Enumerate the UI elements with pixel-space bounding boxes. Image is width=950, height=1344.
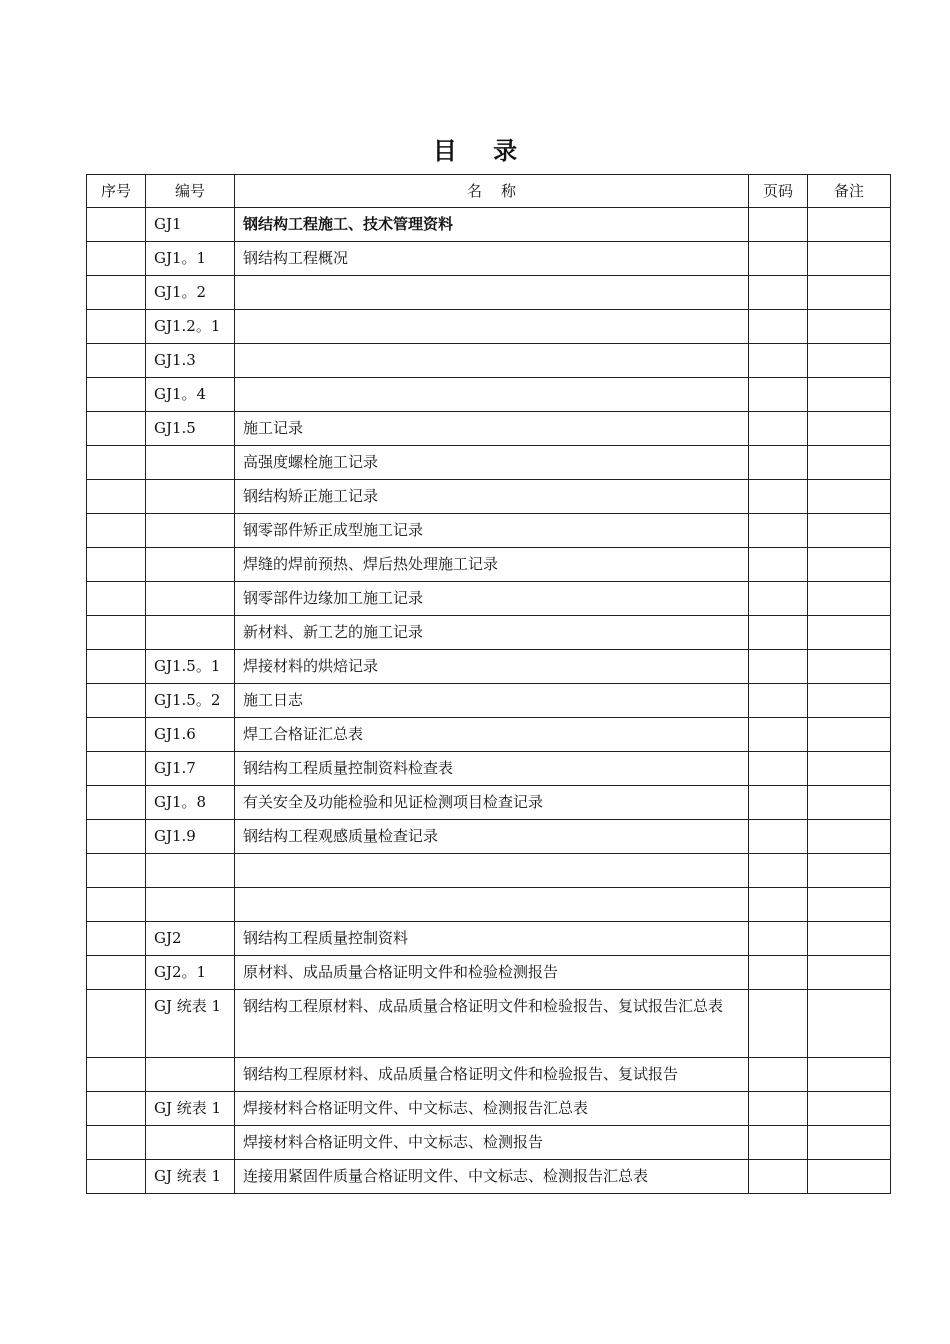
cell-name [235, 344, 749, 378]
table-row [87, 446, 891, 480]
cell-note [808, 888, 891, 922]
cell-name: 连接用紧固件质量合格证明文件、中文标志、检测报告汇总表 [235, 1160, 749, 1194]
header-note: 备注 [808, 175, 891, 208]
cell-seq [87, 242, 146, 276]
cell-name: 钢结构工程观感质量检查记录 [235, 820, 749, 854]
cell-code [146, 446, 235, 480]
cell-note [808, 480, 891, 514]
cell-note [808, 208, 891, 242]
table-row [87, 1058, 891, 1092]
cell-name: 焊接材料的烘焙记录 [235, 650, 749, 684]
table-row [87, 208, 891, 242]
cell-name: 钢结构工程施工、技术管理资料 [235, 208, 749, 242]
cell-seq [87, 378, 146, 412]
cell-page [749, 480, 808, 514]
cell-seq [87, 412, 146, 446]
cell-name: 新材料、新工艺的施工记录 [235, 616, 749, 650]
cell-name [235, 888, 749, 922]
cell-note [808, 616, 891, 650]
cell-code [146, 548, 235, 582]
cell-code: GJ1.2。1 [146, 310, 235, 344]
cell-page [749, 616, 808, 650]
cell-code [146, 888, 235, 922]
header-seq: 序号 [87, 175, 146, 208]
cell-name: 钢结构工程原材料、成品质量合格证明文件和检验报告、复试报告 [235, 1058, 749, 1092]
cell-seq [87, 616, 146, 650]
cell-code: GJ1.7 [146, 752, 235, 786]
cell-page [749, 650, 808, 684]
cell-note [808, 310, 891, 344]
cell-name [235, 310, 749, 344]
cell-note [808, 684, 891, 718]
cell-seq [87, 582, 146, 616]
cell-name [235, 378, 749, 412]
cell-seq [87, 310, 146, 344]
cell-code: GJ1.6 [146, 718, 235, 752]
cell-note [808, 786, 891, 820]
cell-code: GJ 统表 1 [146, 1092, 235, 1126]
cell-name: 施工日志 [235, 684, 749, 718]
cell-code [146, 1058, 235, 1092]
cell-page [749, 378, 808, 412]
cell-note [808, 276, 891, 310]
cell-note [808, 990, 891, 1058]
cell-note [808, 1092, 891, 1126]
cell-note [808, 242, 891, 276]
table-row [87, 922, 891, 956]
cell-seq [87, 922, 146, 956]
cell-note [808, 378, 891, 412]
cell-seq [87, 446, 146, 480]
cell-page [749, 310, 808, 344]
cell-name [235, 854, 749, 888]
cell-seq [87, 650, 146, 684]
cell-code: GJ2。1 [146, 956, 235, 990]
table-row [87, 820, 891, 854]
table-row [87, 684, 891, 718]
table-row [87, 650, 891, 684]
cell-code [146, 514, 235, 548]
cell-name: 有关安全及功能检验和见证检测项目检查记录 [235, 786, 749, 820]
cell-note [808, 1058, 891, 1092]
cell-note [808, 1160, 891, 1194]
cell-page [749, 684, 808, 718]
cell-name: 焊缝的焊前预热、焊后热处理施工记录 [235, 548, 749, 582]
cell-note [808, 854, 891, 888]
cell-note [808, 582, 891, 616]
cell-code [146, 480, 235, 514]
cell-page [749, 922, 808, 956]
table-row [87, 718, 891, 752]
cell-page [749, 1058, 808, 1092]
cell-name: 焊工合格证汇总表 [235, 718, 749, 752]
table-row [87, 854, 891, 888]
cell-note [808, 922, 891, 956]
cell-seq [87, 956, 146, 990]
table-row [87, 1092, 891, 1126]
cell-code: GJ1。8 [146, 786, 235, 820]
cell-page [749, 1160, 808, 1194]
cell-seq [87, 344, 146, 378]
table-row [87, 752, 891, 786]
cell-note [808, 344, 891, 378]
cell-code: GJ1.5 [146, 412, 235, 446]
header-page: 页码 [749, 175, 808, 208]
cell-page [749, 786, 808, 820]
cell-name: 施工记录 [235, 412, 749, 446]
cell-page [749, 582, 808, 616]
table-row [87, 480, 891, 514]
cell-name: 钢结构矫正施工记录 [235, 480, 749, 514]
cell-page [749, 752, 808, 786]
cell-note [808, 1126, 891, 1160]
cell-code: GJ1。4 [146, 378, 235, 412]
cell-code: GJ1 [146, 208, 235, 242]
cell-page [749, 412, 808, 446]
table-row [87, 276, 891, 310]
header-code: 编号 [146, 175, 235, 208]
cell-seq [87, 208, 146, 242]
table-row [87, 786, 891, 820]
table-row [87, 616, 891, 650]
cell-page [749, 276, 808, 310]
cell-name: 原材料、成品质量合格证明文件和检验检测报告 [235, 956, 749, 990]
cell-name: 钢结构工程质量控制资料 [235, 922, 749, 956]
cell-code: GJ2 [146, 922, 235, 956]
table-row [87, 888, 891, 922]
table-row [87, 514, 891, 548]
table-row [87, 378, 891, 412]
cell-code: GJ1.3 [146, 344, 235, 378]
cell-code: GJ1。1 [146, 242, 235, 276]
cell-page [749, 514, 808, 548]
cell-note [808, 650, 891, 684]
table-row [87, 310, 891, 344]
cell-code: GJ1.9 [146, 820, 235, 854]
cell-name: 焊接材料合格证明文件、中文标志、检测报告汇总表 [235, 1092, 749, 1126]
table-row [87, 548, 891, 582]
cell-name: 钢零部件边缘加工施工记录 [235, 582, 749, 616]
cell-note [808, 548, 891, 582]
cell-name: 高强度螺栓施工记录 [235, 446, 749, 480]
cell-code: GJ 统表 1 [146, 990, 235, 1058]
cell-seq [87, 548, 146, 582]
cell-seq [87, 786, 146, 820]
table-row [87, 956, 891, 990]
cell-seq [87, 718, 146, 752]
table-row [87, 990, 891, 1058]
cell-seq [87, 1058, 146, 1092]
cell-note [808, 412, 891, 446]
cell-seq [87, 854, 146, 888]
cell-note [808, 718, 891, 752]
cell-page [749, 1092, 808, 1126]
cell-note [808, 956, 891, 990]
toc-body [87, 208, 891, 1194]
page-title: 目 录 [432, 136, 532, 165]
cell-page [749, 888, 808, 922]
cell-page [749, 718, 808, 752]
table-row [87, 582, 891, 616]
cell-seq [87, 480, 146, 514]
cell-page [749, 820, 808, 854]
cell-name: 钢零部件矫正成型施工记录 [235, 514, 749, 548]
cell-name: 焊接材料合格证明文件、中文标志、检测报告 [235, 1126, 749, 1160]
cell-seq [87, 888, 146, 922]
cell-code: GJ 统表 1 [146, 1160, 235, 1194]
cell-seq [87, 752, 146, 786]
cell-note [808, 820, 891, 854]
cell-code [146, 1126, 235, 1160]
cell-page [749, 208, 808, 242]
cell-page [749, 990, 808, 1058]
cell-code: GJ1.5。1 [146, 650, 235, 684]
cell-name: 钢结构工程概况 [235, 242, 749, 276]
cell-seq [87, 514, 146, 548]
cell-page [749, 1126, 808, 1160]
table-row [87, 412, 891, 446]
cell-name: 钢结构工程原材料、成品质量合格证明文件和检验报告、复试报告汇总表 [235, 990, 749, 1058]
table-row [87, 344, 891, 378]
cell-page [749, 242, 808, 276]
cell-page [749, 344, 808, 378]
cell-code [146, 582, 235, 616]
table-row [87, 242, 891, 276]
cell-page [749, 854, 808, 888]
cell-seq [87, 684, 146, 718]
cell-code [146, 616, 235, 650]
cell-code [146, 854, 235, 888]
cell-page [749, 956, 808, 990]
cell-note [808, 446, 891, 480]
cell-seq [87, 1126, 146, 1160]
table-row [87, 1160, 891, 1194]
cell-code: GJ1.5。2 [146, 684, 235, 718]
cell-seq [87, 276, 146, 310]
cell-seq [87, 1160, 146, 1194]
cell-note [808, 752, 891, 786]
header-name: 名 称 [235, 175, 749, 208]
cell-code: GJ1。2 [146, 276, 235, 310]
cell-seq [87, 820, 146, 854]
cell-page [749, 548, 808, 582]
table-row [87, 1126, 891, 1160]
cell-page [749, 446, 808, 480]
toc-table [86, 174, 891, 1194]
cell-seq [87, 990, 146, 1058]
table-header-row [87, 175, 891, 208]
cell-name: 钢结构工程质量控制资料检查表 [235, 752, 749, 786]
cell-name [235, 276, 749, 310]
cell-seq [87, 1092, 146, 1126]
cell-note [808, 514, 891, 548]
